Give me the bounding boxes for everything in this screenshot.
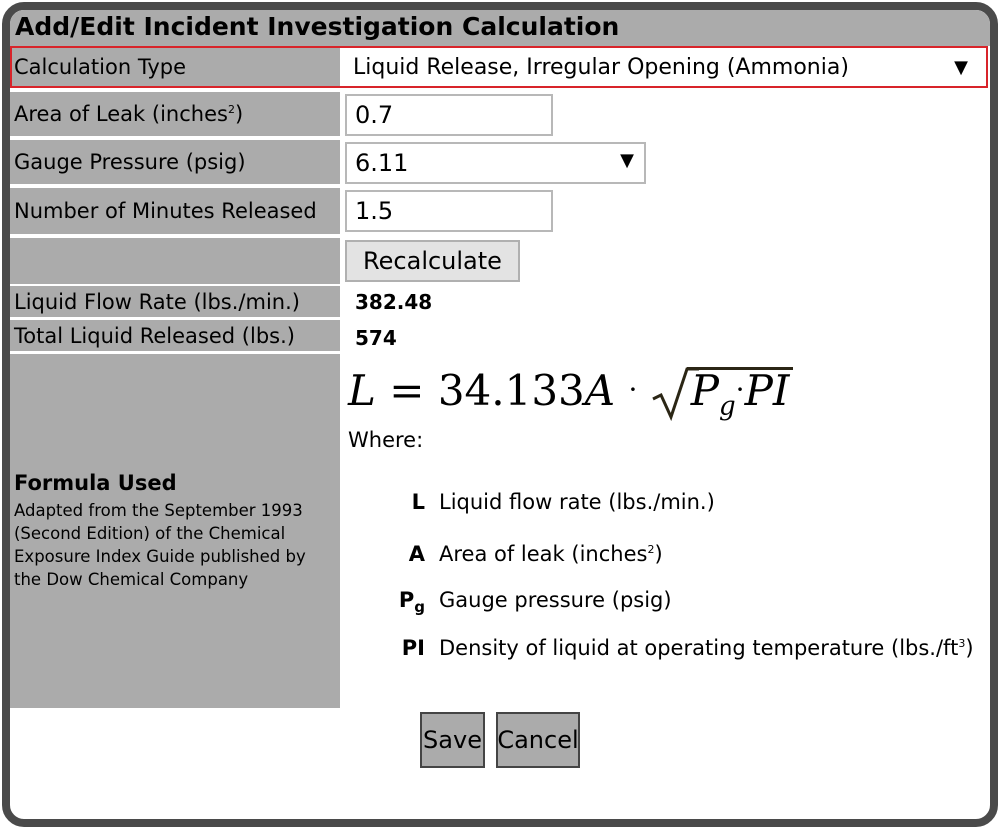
legend-symbol-l: L (411, 490, 425, 514)
legend-desc-a: Area of leak (inches$^2$) (439, 542, 663, 566)
legend-desc-pg: Gauge pressure (psig) (439, 588, 672, 612)
gauge-pressure-value: 6.11 (355, 149, 409, 177)
minutes-released-label (10, 188, 340, 234)
where-label: Where: (348, 428, 424, 452)
total-released-label-text: Total Liquid Released (lbs.) (14, 323, 295, 348)
calculation-type-value: Liquid Release, Irregular Opening (Ammonia) (353, 54, 849, 80)
area-of-leak-value: 0.7 (355, 101, 394, 129)
area-of-leak-input[interactable] (345, 94, 553, 136)
calculation-type-row-highlight (10, 46, 988, 88)
save-button[interactable]: Save (420, 712, 485, 768)
formula-used-title: Formula Used (14, 471, 177, 495)
minutes-released-label-text: Number of Minutes Released (14, 199, 317, 223)
legend-desc-pi: Density of liquid at operating temperature $(lbs./ft^3)$ (439, 636, 974, 660)
cancel-button[interactable]: Cancel (496, 712, 580, 768)
total-released-value: 574 (355, 326, 397, 350)
area-of-leak-label-text: Area of Leak (inches$^2$) (14, 102, 244, 126)
flow-rate-label-text: Liquid Flow Rate (lbs./min.) (14, 289, 300, 314)
dialog-title: Add/Edit Incident Investigation Calculation (10, 10, 990, 46)
legend-symbol-pi: PI (401, 636, 425, 660)
minutes-released-input[interactable] (345, 190, 553, 232)
flow-rate-value: 382.48 (355, 290, 433, 314)
formula-equation: $L = 34.133A \cdot P_g\cdot PI$ (348, 365, 793, 426)
formula-used-label (10, 354, 340, 708)
chevron-down-icon: ▼ (954, 56, 968, 78)
gauge-pressure-label (10, 140, 340, 184)
gauge-pressure-label-text: Gauge Pressure (psig) (14, 150, 246, 174)
total-released-label (10, 320, 340, 351)
recalculate-row-label (10, 238, 340, 284)
recalculate-button[interactable]: Recalculate (345, 240, 520, 282)
chevron-down-icon: ▼ (620, 150, 634, 171)
legend-symbol-a: A (408, 542, 425, 566)
gauge-pressure-select[interactable] (345, 142, 646, 184)
minutes-released-value: 1.5 (355, 197, 394, 225)
formula-description: Adapted from the September 1993 (Second Edition) of the Chemical Exposure Index Guide published by the Dow Chemical Company (14, 501, 306, 589)
legend-desc-l: Liquid flow rate (lbs./min.) (439, 490, 715, 514)
calculation-type-label-text: Calculation Type (14, 55, 187, 79)
dialog-frame (2, 2, 998, 827)
area-of-leak-label (10, 92, 340, 136)
legend-symbol-pg: $P_g$ (398, 588, 425, 617)
flow-rate-label (10, 286, 340, 317)
